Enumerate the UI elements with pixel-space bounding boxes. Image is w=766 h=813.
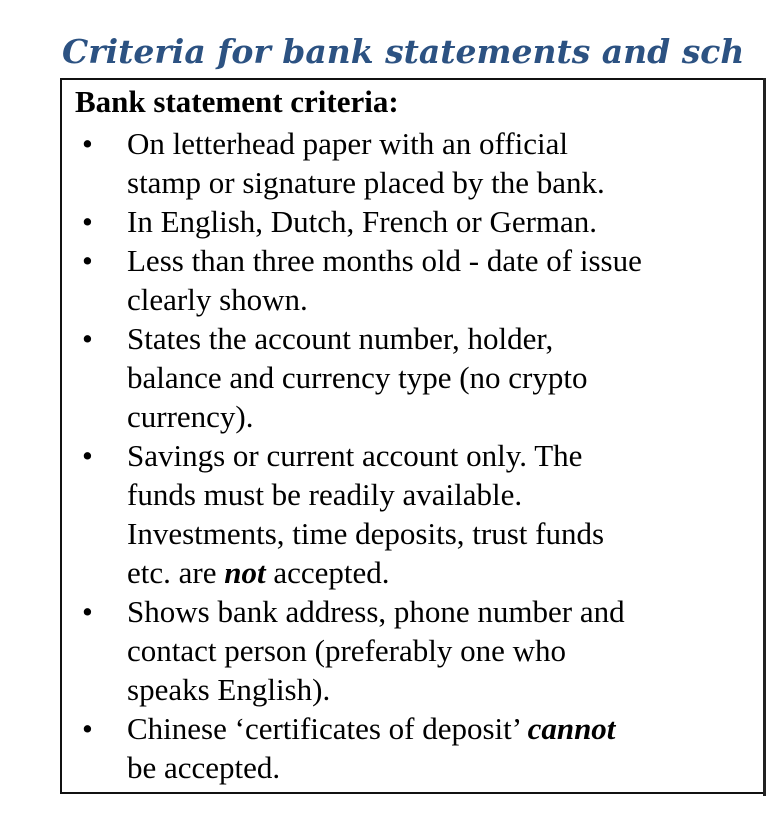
bullet-icon: • <box>82 321 93 356</box>
criteria-text: etc. are <box>127 555 225 590</box>
criteria-line: clearly shown. <box>127 282 308 317</box>
criteria-line: contact person (preferably one who <box>127 633 566 668</box>
criteria-text: accepted. <box>265 555 390 590</box>
page-heading: Criteria for bank statements and sch <box>62 32 745 71</box>
criteria-line <box>127 553 762 592</box>
criteria-line: States the account number, holder, <box>127 321 554 356</box>
criteria-line: balance and currency type (no crypto <box>127 360 588 395</box>
criteria-line: currency). <box>127 399 254 434</box>
criteria-line <box>127 709 762 748</box>
criteria-item-account-details <box>62 319 762 436</box>
criteria-item-bank-contact <box>62 592 762 709</box>
criteria-line: speaks English). <box>127 672 331 707</box>
criteria-item-account-type <box>62 436 762 592</box>
criteria-text: Chinese ‘certificates of deposit’ <box>127 711 528 746</box>
criteria-line: In English, Dutch, French or German. <box>127 204 598 239</box>
criteria-line: Shows bank address, phone number and <box>127 594 625 629</box>
criteria-line: stamp or signature placed by the bank. <box>127 165 605 200</box>
criteria-line: Investments, time deposits, trust funds <box>127 516 605 551</box>
criteria-line: be accepted. <box>127 750 281 785</box>
bullet-icon: • <box>82 204 93 239</box>
bullet-icon: • <box>82 594 93 629</box>
criteria-line: Less than three months old - date of issue <box>127 243 642 278</box>
criteria-item-letterhead <box>62 124 762 202</box>
bullet-icon: • <box>82 711 93 746</box>
bullet-icon: • <box>82 438 93 473</box>
bullet-icon: • <box>82 243 93 278</box>
criteria-line: funds must be readily available. <box>127 477 523 512</box>
box-title: Bank statement criteria: <box>75 84 399 119</box>
bullet-icon: • <box>82 126 93 161</box>
criteria-line: On letterhead paper with an official <box>127 126 568 161</box>
emphasis-text: cannot <box>527 711 616 746</box>
criteria-item-date <box>62 241 762 319</box>
emphasis-text: not <box>224 555 266 590</box>
bank-statement-criteria-box <box>60 78 766 794</box>
criteria-list <box>62 124 762 787</box>
criteria-item-language <box>62 202 762 241</box>
criteria-line: Savings or current account only. The <box>127 438 583 473</box>
criteria-item-chinese-certificates <box>62 709 762 787</box>
